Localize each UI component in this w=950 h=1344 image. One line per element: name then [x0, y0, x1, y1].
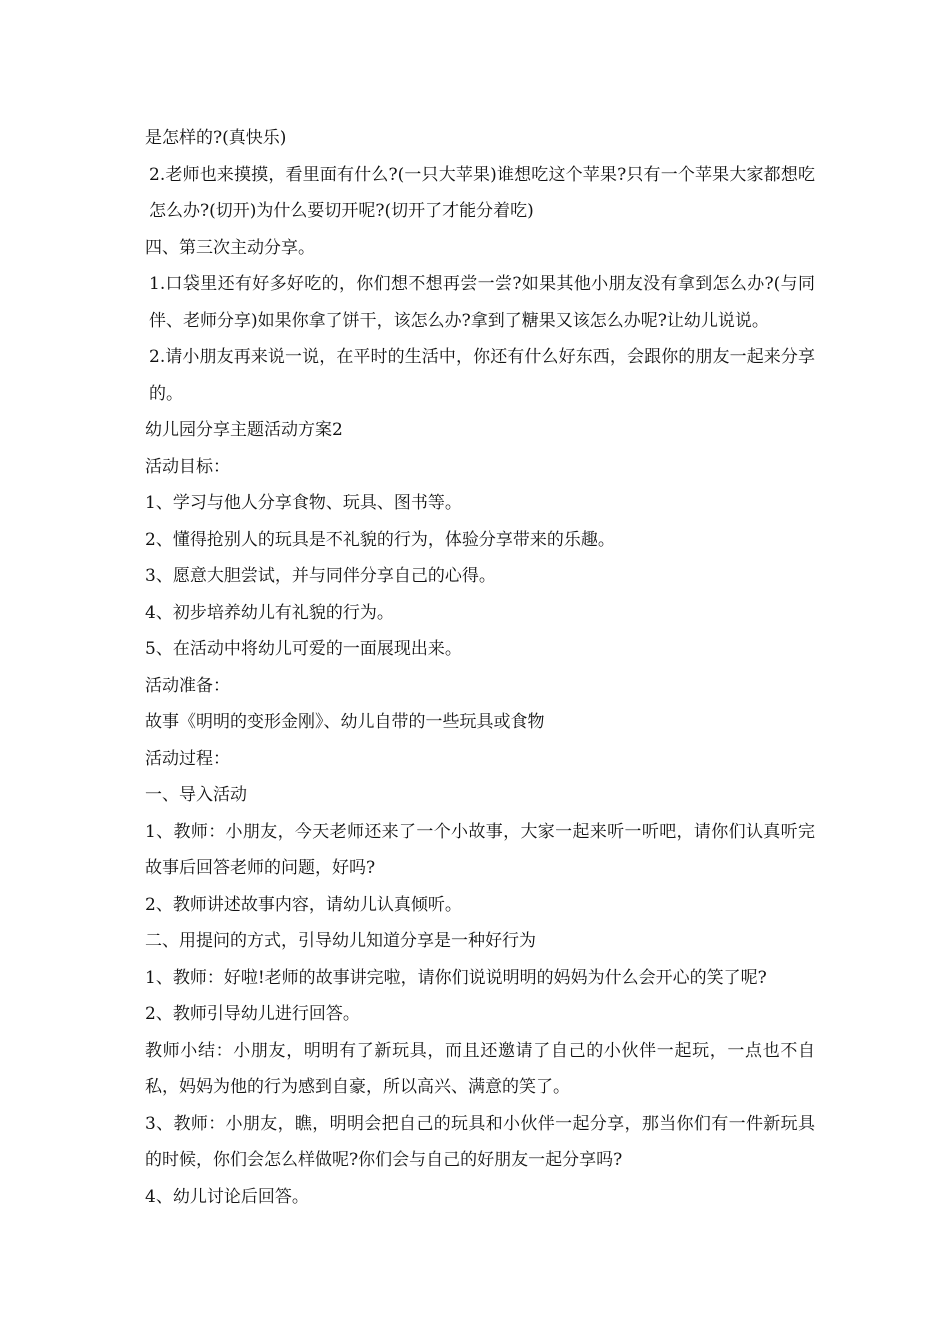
paragraph: 教师小结：小朋友，明明有了新玩具，而且还邀请了自己的小伙伴一起玩，一点也不自私，妈妈为他的行为感到自豪，所以高兴、满意的笑了。: [145, 1040, 815, 1097]
document-title: 幼儿园分享主题活动方案2: [145, 420, 343, 440]
section-heading: 活动准备：: [145, 675, 230, 696]
list-item: 3、教师：小朋友，瞧，明明会把自己的玩具和小伙伴一起分享，那当你们有一件新玩具的时候，你们会怎么样做呢?你们会与自己的好朋友一起分享吗?: [145, 1113, 815, 1170]
list-item: 3、愿意大胆尝试，并与同伴分享自己的心得。: [145, 566, 496, 586]
document-body: [145, 120, 815, 1215]
list-item: 1、教师：好啦!老师的故事讲完啦，请你们说说明明的妈妈为什么会开心的笑了呢?: [145, 967, 767, 988]
list-item: 2、教师引导幼儿进行回答。: [145, 1004, 360, 1024]
paragraph: 故事《明明的变形金刚》、幼儿自带的一些玩具或食物: [145, 712, 545, 732]
section-heading: 四、第三次主动分享。: [145, 237, 315, 258]
paragraph: 2.老师也来摸摸，看里面有什么?(一只大苹果)谁想吃这个苹果?只有一个苹果大家都想吃怎么办?(切开)为什么要切开呢?(切开了才能分着吃): [149, 164, 815, 221]
paragraph: 是怎样的?(真快乐): [145, 128, 287, 148]
list-item: 1、学习与他人分享食物、玩具、图书等。: [145, 493, 462, 513]
section-heading: 活动目标：: [145, 456, 230, 477]
section-heading: 一、导入活动: [145, 785, 247, 805]
paragraph: 1.口袋里还有好多好吃的，你们想不想再尝一尝?如果其他小朋友没有拿到怎么办?(与同伴、老师分享)如果你拿了饼干，该怎么办?拿到了糖果又该怎么办呢?让幼儿说说。: [149, 274, 815, 331]
list-item: 4、幼儿讨论后回答。: [145, 1186, 309, 1207]
paragraph: 2.请小朋友再来说一说，在平时的生活中，你还有什么好东西，会跟你的朋友一起来分享的。: [149, 347, 815, 404]
list-item: 5、在活动中将幼儿可爱的一面展现出来。: [145, 639, 462, 659]
section-heading: 活动过程：: [145, 748, 230, 769]
list-item: 1、教师：小朋友，今天老师还来了一个小故事，大家一起来听一听吧，请你们认真听完故事后回答老师的问题，好吗?: [145, 821, 815, 878]
list-item: 4、初步培养幼儿有礼貌的行为。: [145, 602, 394, 623]
section-heading: 二、用提问的方式，引导幼儿知道分享是一种好行为: [145, 931, 536, 951]
list-item: 2、懂得抢别人的玩具是不礼貌的行为，体验分享带来的乐趣。: [145, 529, 615, 550]
list-item: 2、教师讲述故事内容，请幼儿认真倾听。: [145, 894, 462, 915]
